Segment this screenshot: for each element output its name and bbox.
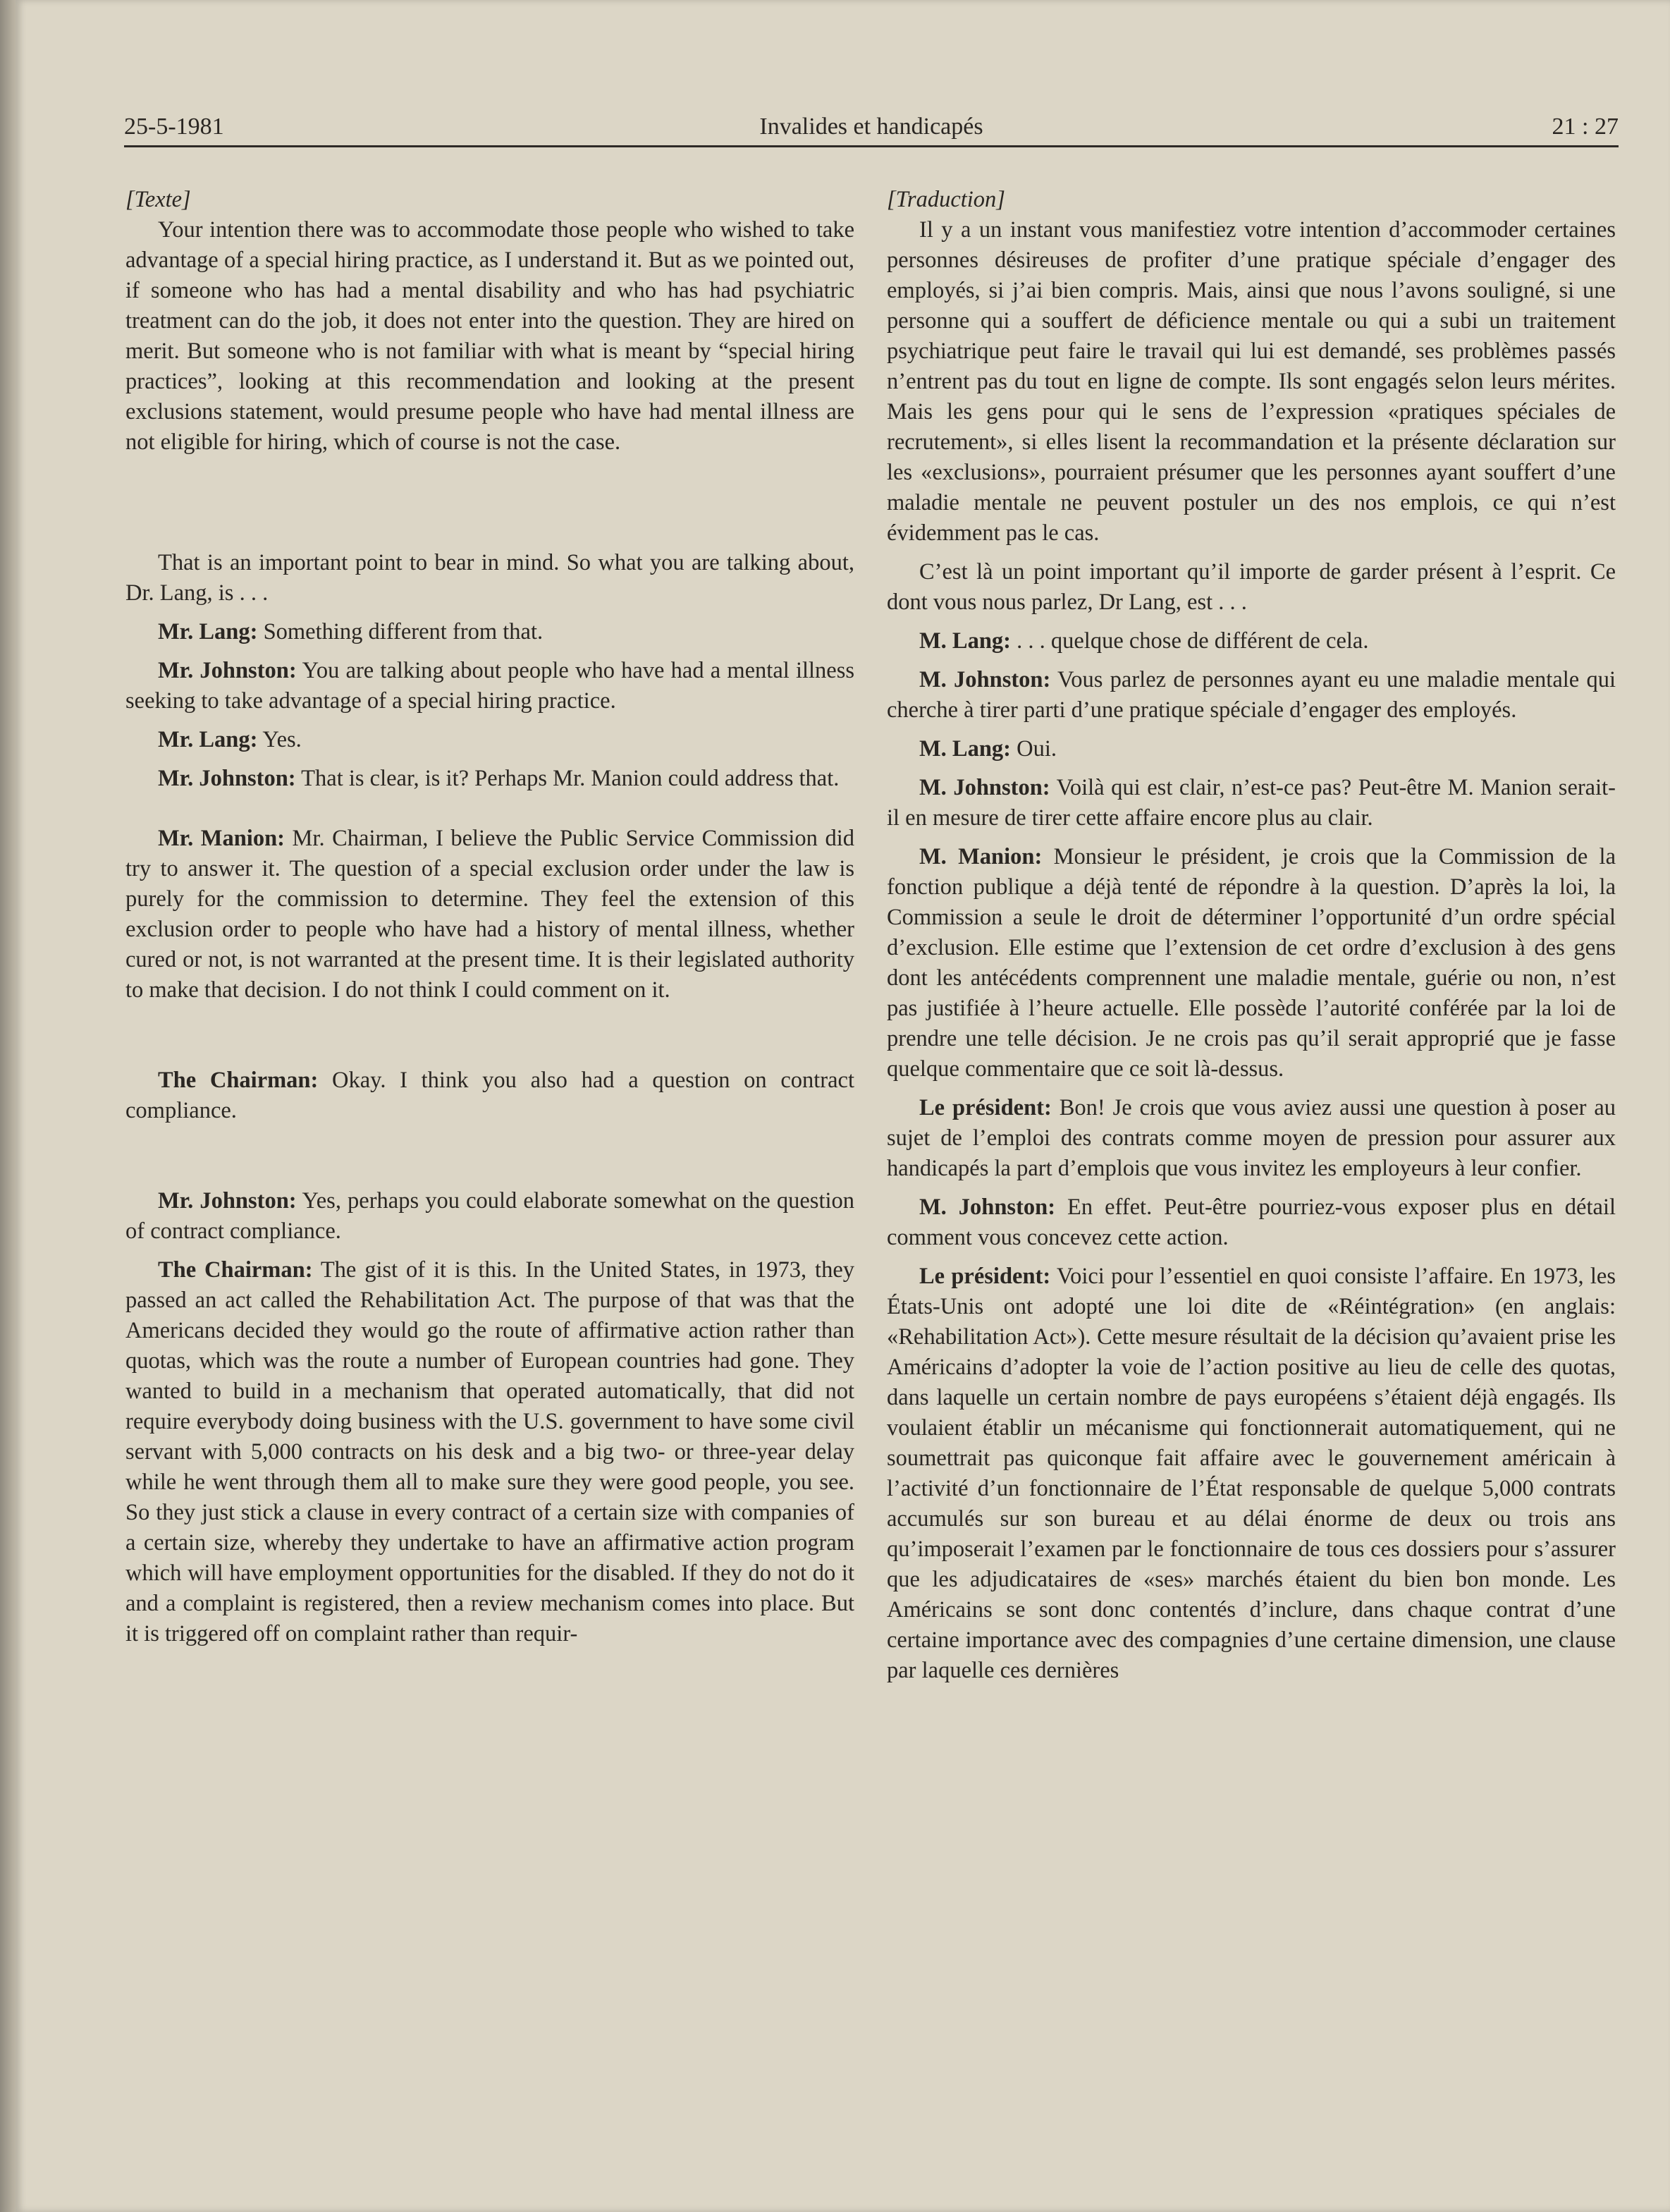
header-rule <box>124 145 1619 147</box>
book-binding <box>0 0 16 2212</box>
english-paragraph <box>125 617 854 647</box>
speaker-name: Le président: <box>919 1264 1051 1289</box>
french-paragraph <box>887 1192 1616 1253</box>
speaker-name: Mr. Manion: <box>158 826 285 851</box>
speech-text: Yes. <box>257 727 302 752</box>
french-paragraph <box>887 1261 1616 1686</box>
speech-text: Yes, perhaps you could elaborate somewhat on the question of contract compliance. <box>125 1188 854 1244</box>
speech-text: Bon! Je crois que vous aviez aussi une question à poser au sujet de l’emploi des contrats comme moyen de pression pour assurer aux handicapés la part d’emplois que vous invitez les employeurs à leur confier. <box>887 1095 1616 1181</box>
speaker-name: The Chairman: <box>158 1068 319 1093</box>
speaker-name: Mr. Johnston: <box>158 766 296 791</box>
speaker-name: M. Johnston: <box>919 667 1051 692</box>
english-paragraph <box>125 764 854 794</box>
french-paragraph <box>887 665 1616 726</box>
english-label: [Texte] <box>125 187 191 212</box>
english-column <box>125 185 854 1649</box>
speech-text: Oui. <box>1011 736 1057 762</box>
french-paragraph <box>887 773 1616 833</box>
english-paragraph <box>125 1186 854 1247</box>
speech-text: . . . quelque chose de différent de cela. <box>1011 628 1369 654</box>
french-label: [Traduction] <box>887 187 1005 212</box>
speech-text: You are talking about people who have had a mental illness seeking to take advantage of a special hiring practice. <box>125 658 854 714</box>
speaker-name: Mr. Lang: <box>158 619 258 644</box>
speech-text: Voilà qui est clair, n’est-ce pas? Peut-être M. Manion serait-il en mesure de tirer cette affaire encore plus au clair. <box>887 775 1616 831</box>
speech-text: En effet. Peut-être pourriez-vous exposer plus en détail comment vous concevez cette action. <box>887 1194 1616 1250</box>
running-header <box>124 109 1619 145</box>
speaker-name: Mr. Johnston: <box>158 658 297 683</box>
english-paragraph: Your intention there was to accommodate those people who wished to take advantage of a special hiring practice, as I understand it. But as we pointed out, if someone who has had a mental disability and who has had psychiatric treatment can do the job, it does not enter into the question. They are hired on merit. But someone who is not familiar with what is meant by “special hiring practices”, looking at this recommendation and looking at the present exclusions statement, would presume people who have had mental illness are not eligible for hiring, which of course is not the case. <box>125 217 854 455</box>
speech-text: That is clear, is it? Perhaps Mr. Manion could address that. <box>295 766 840 791</box>
french-paragraph <box>887 626 1616 656</box>
french-paragraph: C’est là un point important qu’il importe de garder présent à l’esprit. Ce dont vous nous parlez, Dr Lang, est . . . <box>887 559 1616 615</box>
french-column <box>887 185 1616 1686</box>
speaker-name: M. Lang: <box>919 628 1011 654</box>
header-date: 25-5-1981 <box>124 114 224 140</box>
speaker-name: M. Manion: <box>919 844 1043 869</box>
english-paragraph: That is an important point to bear in mind. So what you are talking about, Dr. Lang, is . . . <box>125 550 854 606</box>
french-paragraph <box>887 734 1616 764</box>
english-paragraph <box>125 1255 854 1649</box>
speaker-name: Le président: <box>919 1095 1052 1120</box>
speaker-name: The Chairman: <box>158 1257 313 1283</box>
english-paragraph <box>125 656 854 716</box>
speaker-name: Mr. Lang: <box>158 727 258 752</box>
english-paragraph <box>125 824 854 1006</box>
header-page-ref: 21 : 27 <box>1552 114 1619 140</box>
speech-text: Monsieur le président, je crois que la Commission de la fonction publique a déjà tenté de répondre à la question. D’après la loi, la Commission a seule le droit de déterminer l’opportunité d’un ordre spécial d’exclusion. Elle estime que l’extension de cet ordre d’exclusion à des gens dont les antécédents comprennent une maladie mentale, guérie ou non, n’est pas justifiée à l’heure actuelle. Elle possède l’autorité conférée par la loi de prendre une telle décision. Je ne crois pas qu’il serait approprié que je fasse quelque commentaire que ce soit là-dessus. <box>887 844 1616 1082</box>
speech-text: Vous parlez de personnes ayant eu une maladie mentale qui cherche à tirer parti d’une pratique spéciale d’engager des employés. <box>887 667 1616 723</box>
french-paragraph <box>887 842 1616 1084</box>
header-title: Invalides et handicapés <box>759 114 983 140</box>
french-paragraph <box>887 1093 1616 1184</box>
speech-text: Mr. Chairman, I believe the Public Service Commission did try to answer it. The question of a special exclusion order under the law is purely for the commission to determine. They feel the extension of this exclusion order to people who have had a history of mental illness, whether cured or not, is not warranted at the present time. It is their legislated authority to make that decision. I do not think I could comment on it. <box>125 826 854 1003</box>
speaker-name: Mr. Johnston: <box>158 1188 297 1214</box>
speaker-name: M. Johnston: <box>919 1194 1056 1220</box>
speech-text: The gist of it is this. In the United States, in 1973, they passed an act called the Rehabilitation Act. The purpose of that was that the Americans decided they would go the route of affirmative action rather than quotas, which was the route a number of European countries had gone. They wanted to build in a mechanism that operated automatically, that did not require everybody doing business with the U.S. government to have some civil servant with 5,000 contracts on his desk and a big two- or three-year delay while he went through them all to make sure they were good people, you see. So they just stick a clause in every contract of a certain size with companies of a certain size, whereby they undertake to have an affirmative action program which will have employment opportunities for the disabled. If they do not do it and a complaint is registered, then a review mechanism comes into place. But it is triggered off on complaint rather than requir- <box>125 1257 854 1646</box>
english-paragraph <box>125 725 854 755</box>
speech-text: Voici pour l’essentiel en quoi consiste l’affaire. En 1973, les États-Unis ont adopté une loi dite de «Réintégration» (en anglais: «Rehabilitation Act»). Cette mesure résultait de la décision qu’avaient prise les Américains d’adopter la voie de l’action positive au lieu de celle des quotas, dans laquelle un certain nombre de pays européens s’étaient déjà engagés. Ils voulaient établir un mécanisme qui fonctionnerait automatiquement, qui ne soumettrait pas quiconque fait affaire avec le gouvernement américain à l’activité d’un fonctionnaire de l’État responsable de quelque 5,000 contrats accumulés sur son bureau et au délai énorme de deux ou trois ans qu’imposerait l’examen par le fonctionnaire de tous ces dossiers pour s’assurer que les adjudicataires de «ses» marchés étaient du bien bon monde. Les Américains se sont donc contentés d’inclure, dans chaque contrat d’une certaine importance avec des compagnies d’une certaine dimension, une clause par laquelle ces dernières <box>887 1264 1616 1683</box>
speech-text: Something different from that. <box>257 619 544 644</box>
speech-text: Okay. I think you also had a question on contract compliance. <box>125 1068 854 1123</box>
speaker-name: M. Johnston: <box>919 775 1050 800</box>
french-paragraph: Il y a un instant vous manifestiez votre intention d’accommoder certaines personnes désireuses de profiter d’une pratique spéciale d’engager des employés, si j’ai bien compris. Mais, ainsi que nous l’avons souligné, si une personne qui a souffert de déficience mentale ou qui a subi un traitement psychiatrique peut faire le travail qui lui est demandé, ses problèmes passés n’entrent pas du tout en ligne de compte. Ils sont engagés selon leurs mérites. Mais les gens pour qui le sens de l’expression «pratiques spéciales de recrutement», si elles lisent la recommandation et la présente déclaration sur les «exclusions», pourraient présumer que les personnes ayant souffert d’une maladie mentale ne peuvent postuler un des nos emplois, ce qui n’est évidemment pas le cas. <box>887 217 1616 546</box>
english-paragraph <box>125 1065 854 1126</box>
speaker-name: M. Lang: <box>919 736 1011 762</box>
